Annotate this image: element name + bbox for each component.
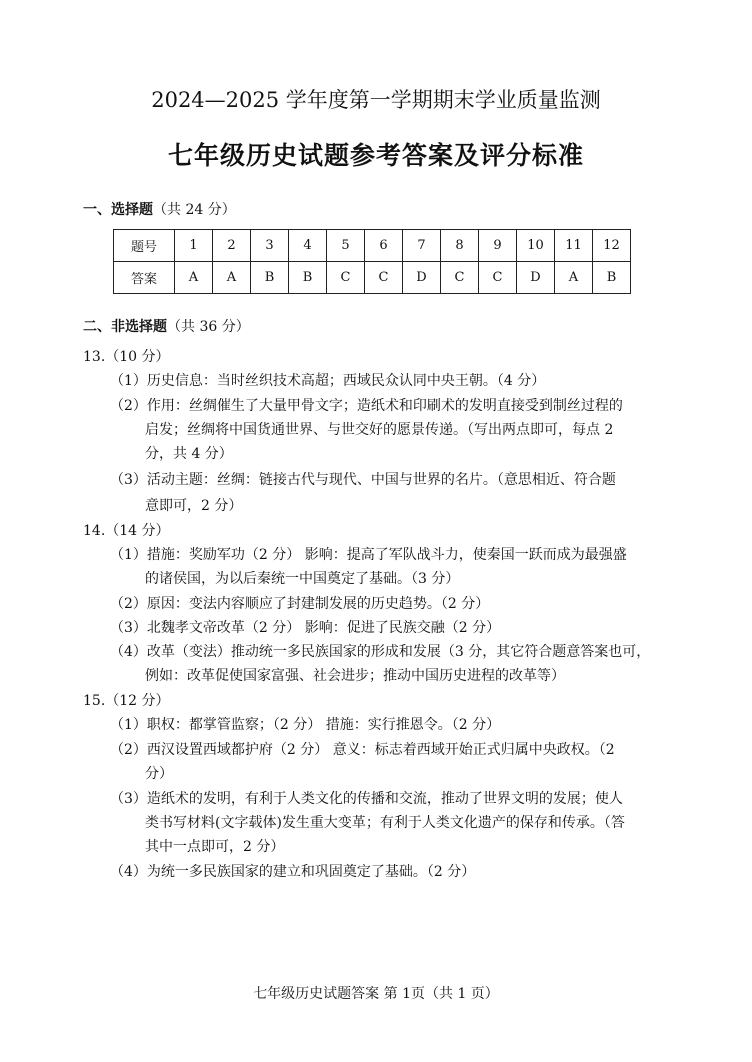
answer-cell: D xyxy=(403,262,441,294)
q13-line: 启发；丝绸将中国货通世界、与世交好的愿景传递。（写出两点即可，每点 2 xyxy=(145,422,614,438)
q13-line: （2）作用：丝绸催生了大量甲骨文字；造纸术和印刷术的发明直接受到制丝过程的 xyxy=(110,398,623,414)
answer-cell: C xyxy=(365,262,403,294)
document-title: 2024—2025 学年度第一学期期末学业质量监测 xyxy=(151,88,601,112)
answer-cell: B xyxy=(593,262,631,294)
question-number: 4 xyxy=(289,230,327,262)
question-number: 2 xyxy=(213,230,251,262)
q15-line: （2）西汉设置西域都护府（2 分） 意义：标志着西域开始正式归属中央政权。（2 xyxy=(110,742,615,758)
section1-heading-text: 一、选择题 xyxy=(83,202,153,218)
q15-line: （1）职权：都掌管监察；（2 分） 措施：实行推恩令。（2 分） xyxy=(110,717,501,733)
question-number: 3 xyxy=(251,230,289,262)
q14-line: 例如：改革促使国家富强、社会进步；推动中国历史进程的改革等） xyxy=(145,668,565,684)
q15-line: 分） xyxy=(145,766,173,782)
table-row xyxy=(114,262,631,294)
q14-line: （3）北魏孝文帝改革（2 分） 影响：促进了民族交融（2 分） xyxy=(110,620,501,636)
row-label-answer: 答案 xyxy=(114,262,175,294)
section1-score: （共 24 分） xyxy=(153,202,236,218)
question-number: 12 xyxy=(593,230,631,262)
question-number: 6 xyxy=(365,230,403,262)
q14-line: （2）原因：变法内容顺应了封建制发展的历史趋势。（2 分） xyxy=(110,596,490,612)
table-row xyxy=(114,230,631,262)
q13-line: （3）活动主题：丝绸：链接古代与现代、中国与世界的名片。（意思相近、符合题 xyxy=(110,472,616,488)
question-number: 9 xyxy=(479,230,517,262)
question-number: 8 xyxy=(441,230,479,262)
q13-head: 13.（10 分） xyxy=(83,349,170,365)
q13-line: （1）历史信息：当时丝织技术高超；西域民众认同中央王朝。（4 分） xyxy=(110,373,546,389)
q14-line: 的诸侯国，为以后秦统一中国奠定了基础。（3 分） xyxy=(145,571,460,587)
answer-cell: B xyxy=(251,262,289,294)
q15-line: 类书写材料(文字载体)发生重大变革；有利于人类文化遗产的保存和传承。（答 xyxy=(145,815,625,831)
q13-line: 分，共 4 分） xyxy=(145,446,233,462)
q15-line: （3）造纸术的发明，有利于人类文化的传播和交流，推动了世界文明的发展；使人 xyxy=(110,791,623,807)
q14-line: （4）改革（变法）推动统一多民族国家的形成和发展（3 分，其它符合题意答案也可， xyxy=(110,644,651,660)
section2-heading-text: 二、非选择题 xyxy=(83,319,167,335)
document-subtitle: 七年级历史试题参考答案及评分标准 xyxy=(167,141,584,170)
question-number: 11 xyxy=(555,230,593,262)
answer-cell: C xyxy=(441,262,479,294)
question-number: 7 xyxy=(403,230,441,262)
answer-cell: D xyxy=(517,262,555,294)
answer-cell: A xyxy=(213,262,251,294)
section2-score: （共 36 分） xyxy=(167,319,250,335)
q15-line: 其中一点即可，2 分） xyxy=(145,839,285,855)
answer-cell: C xyxy=(327,262,365,294)
q15-line: （4）为统一多民族国家的建立和巩固奠定了基础。（2 分） xyxy=(110,864,476,880)
q14-line: （1）措施：奖励军功（2 分） 影响：提高了军队战斗力，使秦国一跃而成为最强盛 xyxy=(110,547,627,563)
answer-cell: C xyxy=(479,262,517,294)
q14-head: 14.（14 分） xyxy=(83,523,170,539)
answer-cell: A xyxy=(175,262,213,294)
question-number: 10 xyxy=(517,230,555,262)
page-footer: 七年级历史试题答案 第 1页（共 1 页） xyxy=(253,986,499,1002)
section2-heading xyxy=(83,316,250,336)
q15-head: 15.（12 分） xyxy=(83,693,170,709)
answer-table xyxy=(113,229,631,294)
q13-line: 意即可，2 分） xyxy=(145,498,243,514)
answer-cell: B xyxy=(289,262,327,294)
question-number: 5 xyxy=(327,230,365,262)
row-label-number: 题号 xyxy=(114,230,175,262)
answer-cell: A xyxy=(555,262,593,294)
question-number: 1 xyxy=(175,230,213,262)
section1-heading xyxy=(83,199,236,219)
